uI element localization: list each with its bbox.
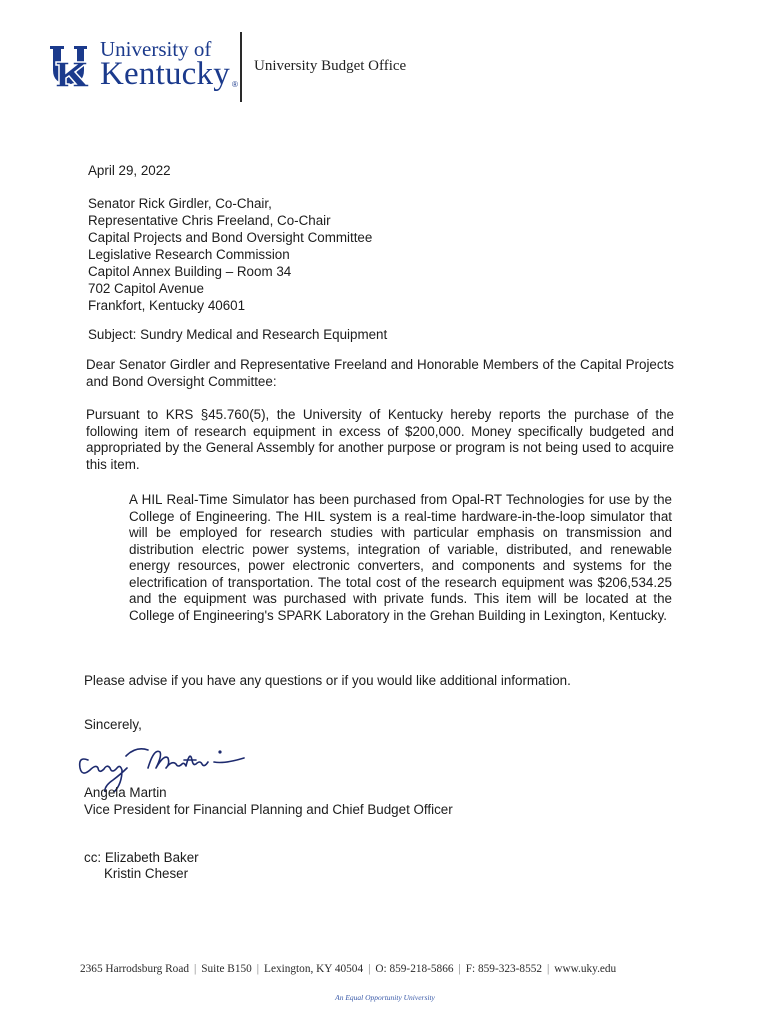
footer-website[interactable]: www.uky.edu bbox=[554, 963, 617, 975]
university-name-line1: University of bbox=[100, 37, 212, 61]
signer-name: Angela Martin bbox=[84, 785, 167, 800]
address-line: Frankfort, Kentucky 40601 bbox=[88, 298, 246, 313]
equal-opportunity-tagline: An Equal Opportunity University bbox=[335, 993, 435, 1002]
office-name: University Budget Office bbox=[254, 58, 407, 74]
sign-off: Sincerely, bbox=[84, 717, 142, 732]
footer-city: Lexington, KY 40504 bbox=[264, 963, 364, 975]
university-name-line2: Kentucky bbox=[100, 56, 230, 92]
cc-line-2: Kristin Cheser bbox=[104, 866, 189, 881]
uk-logo-icon bbox=[48, 42, 96, 90]
closing-paragraph: Please advise if you have any questions or if you would like additional information. bbox=[84, 673, 571, 688]
footer-address: 2365 Harrodsburg Road bbox=[80, 963, 189, 975]
letterhead-divider bbox=[240, 32, 242, 102]
footer-contact: 2365 Harrodsburg Road | Suite B150 | Lexington, KY 40504 | O: 859-218-5866 | F: 859-323-8552 | www.uky.edu bbox=[80, 963, 617, 975]
address-line: Senator Rick Girdler, Co-Chair, bbox=[88, 196, 272, 211]
signer-title: Vice President for Financial Planning and Chief Budget Officer bbox=[84, 802, 453, 817]
footer-suite: Suite B150 bbox=[201, 963, 252, 975]
address-line: Representative Chris Freeland, Co-Chair bbox=[88, 213, 331, 228]
cc-line-1: cc: Elizabeth Baker bbox=[84, 850, 199, 865]
paragraph-2-indented: A HIL Real-Time Simulator has been purchased from Opal-RT Technologies for use by the College of Engineering. The HIL system is a real-time hardware-in-the-loop simulator that will be employed for research studies with particular emphasis on transmission and distribution electric power systems, integration of variable, distributed, and renewable energy resources, power electronic converters, and components and systems for the electrification of transportation. The total cost of the research equipment was $206,534.25 and the equipment was purchased with private funds. This item will be located at the College of Engineering's SPARK Laboratory in the Grehan Building in Lexington, Kentucky. bbox=[129, 492, 672, 623]
letter-subject: Subject: Sundry Medical and Research Equipment bbox=[88, 327, 388, 342]
recipient-address bbox=[88, 196, 372, 315]
signature-icon bbox=[74, 730, 264, 792]
footer-phone: O: 859-218-5866 bbox=[375, 963, 454, 975]
address-line: Capitol Annex Building – Room 34 bbox=[88, 264, 292, 279]
salutation: Dear Senator Girdler and Representative Freeland and Honorable Members of the Capital Projects and Bond Oversight Committee: bbox=[86, 357, 674, 389]
address-line: Capital Projects and Bond Oversight Committee bbox=[88, 230, 373, 245]
paragraph-1: Pursuant to KRS §45.760(5), the University of Kentucky hereby reports the purchase of the following item of research equipment in excess of $200,000. Money specifically budgeted and appropriated by the General Assembly for another purpose or program is not being used to acquire this item. bbox=[86, 407, 674, 472]
footer-fax: F: 859-323-8552 bbox=[465, 963, 543, 975]
letter-date: April 29, 2022 bbox=[88, 163, 171, 178]
registered-mark: ® bbox=[232, 80, 238, 89]
address-line: 702 Capitol Avenue bbox=[88, 281, 204, 296]
signer-block bbox=[84, 785, 453, 819]
address-line: Legislative Research Commission bbox=[88, 247, 290, 262]
